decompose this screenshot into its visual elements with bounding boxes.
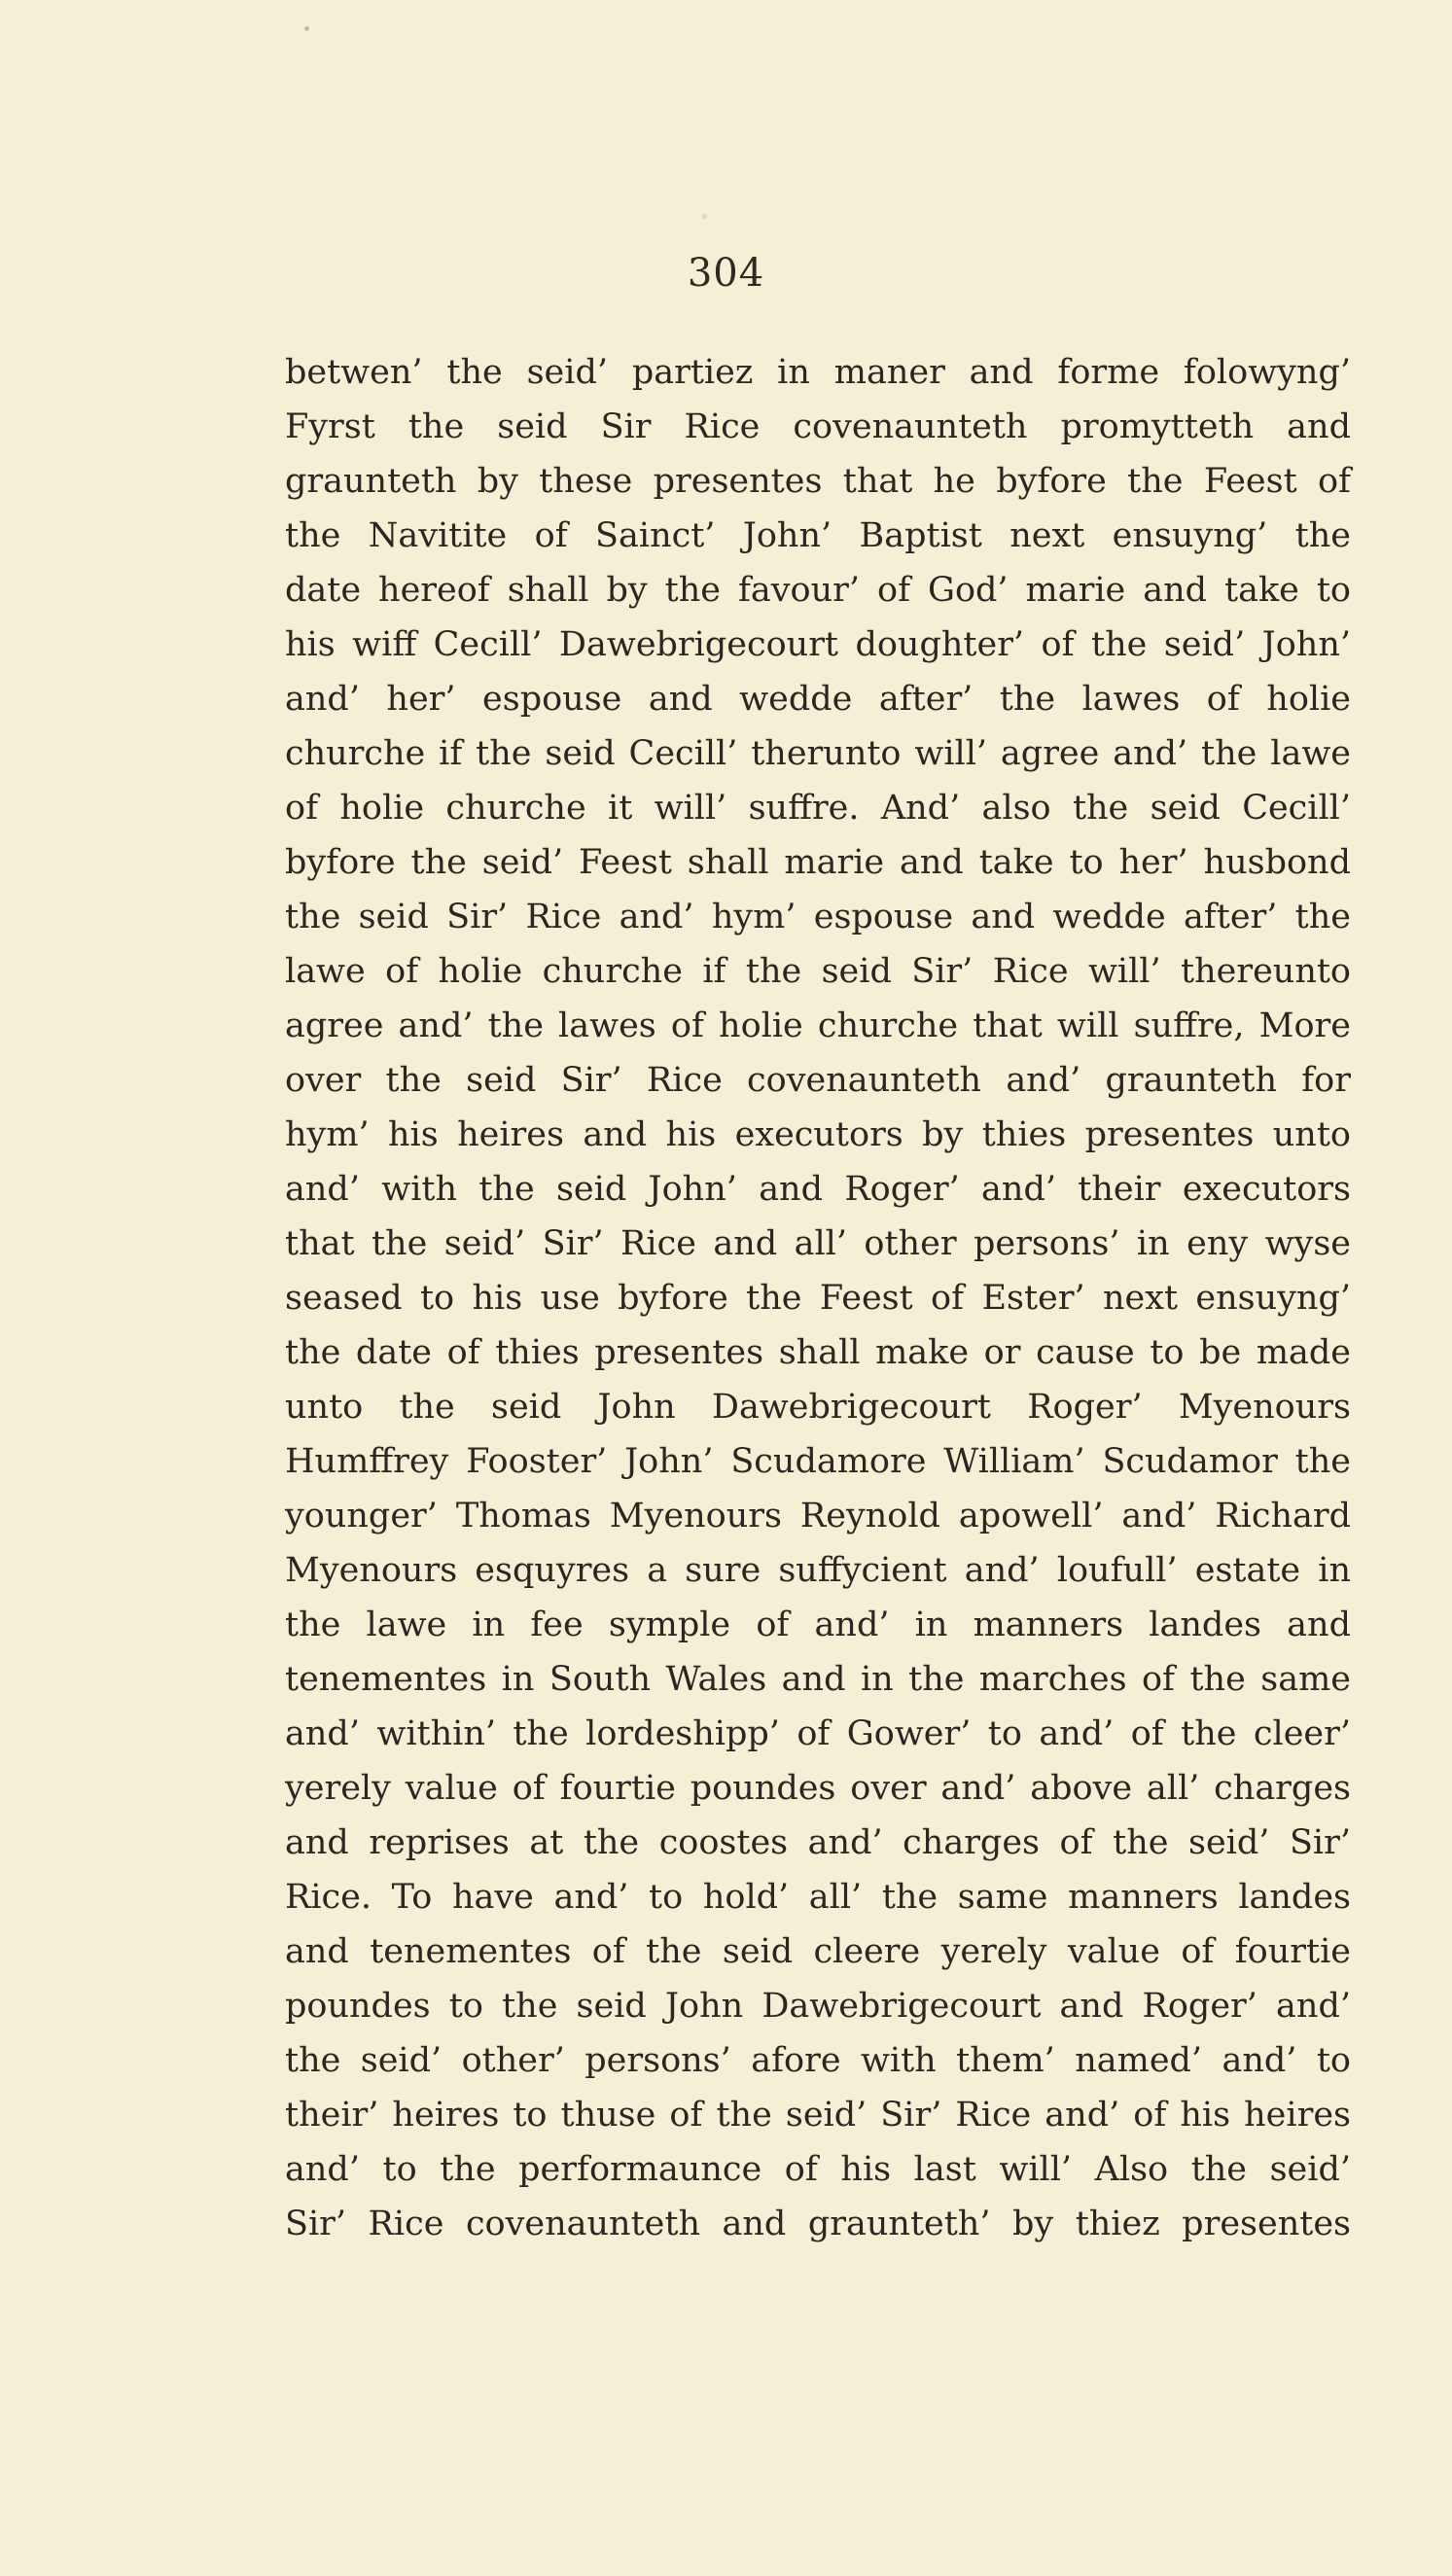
- text-line: and’ with the seid John’ and Roger’ and’ their executors: [285, 1170, 1351, 1209]
- text-line: graunteth by these presentes that he byfore the Feest of: [285, 462, 1351, 501]
- text-line: date hereof shall by the favour’ of God’ marie and take to: [285, 571, 1351, 610]
- body-text: [285, 345, 1351, 2251]
- text-line: Myenours esquyres a sure suffycient and’ loufull’ estate in: [285, 1551, 1351, 1590]
- text-line: and’ within’ the lordeshipp’ of Gower’ to and’ of the cleer’: [285, 1714, 1351, 1753]
- text-line: the Navitite of Sainct’ John’ Baptist next ensuyng’ the: [285, 516, 1351, 555]
- text-line: Fyrst the seid Sir Rice covenaunteth promytteth and: [285, 407, 1351, 446]
- text-line: the seid Sir’ Rice and’ hym’ espouse and wedde after’ the: [285, 898, 1351, 936]
- text-line: and tenementes of the seid cleere yerely value of fourtie: [285, 1932, 1351, 1971]
- paper-speck: [304, 26, 309, 31]
- text-line: unto the seid John Dawebrigecourt Roger’ Myenours: [285, 1388, 1351, 1427]
- text-line: Sir’ Rice covenaunteth and graunteth’ by thiez presentes: [285, 2205, 1351, 2243]
- text-line: churche if the seid Cecill’ therunto will’ agree and’ the lawe: [285, 734, 1351, 773]
- text-line: that the seid’ Sir’ Rice and all’ other persons’ in eny wyse: [285, 1224, 1351, 1263]
- text-line: agree and’ the lawes of holie churche that will suffre, More: [285, 1006, 1351, 1045]
- text-line: byfore the seid’ Feest shall marie and take to her’ husbond: [285, 843, 1351, 882]
- text-line: yerely value of fourtie poundes over and’ above all’ charges: [285, 1769, 1351, 1808]
- text-line: his wiff Cecill’ Dawebrigecourt doughter’ of the seid’ John’: [285, 625, 1351, 664]
- page-number: 304: [687, 251, 765, 296]
- text-line: over the seid Sir’ Rice covenaunteth and’ graunteth for: [285, 1061, 1351, 1100]
- text-line: hym’ his heires and his executors by thies presentes unto: [285, 1115, 1351, 1154]
- text-line: Rice. To have and’ to hold’ all’ the same manners landes: [285, 1878, 1351, 1917]
- text-line: their’ heires to thuse of the seid’ Sir’ Rice and’ of his heires: [285, 2096, 1351, 2135]
- text-line: the lawe in fee symple of and’ in manners landes and: [285, 1606, 1351, 1644]
- text-line: younger’ Thomas Myenours Reynold apowell’ and’ Richard: [285, 1497, 1351, 1535]
- text-line: Humffrey Fooster’ John’ Scudamore William’ Scudamor the: [285, 1442, 1351, 1481]
- text-line: and’ to the performaunce of his last will’ Also the seid’: [285, 2150, 1351, 2189]
- text-line: and’ her’ espouse and wedde after’ the lawes of holie: [285, 680, 1351, 719]
- text-line: betwen’ the seid’ partiez in maner and forme folowyng’: [285, 353, 1351, 392]
- text-line: tenementes in South Wales and in the marches of the same: [285, 1660, 1351, 1699]
- text-line: of holie churche it will’ suffre. And’ also the seid Cecill’: [285, 789, 1351, 828]
- text-line: the date of thies presentes shall make or cause to be made: [285, 1333, 1351, 1372]
- text-line: lawe of holie churche if the seid Sir’ Rice will’ thereunto: [285, 952, 1351, 991]
- text-line: and reprises at the coostes and’ charges of the seid’ Sir’: [285, 1823, 1351, 1862]
- text-line: the seid’ other’ persons’ afore with them’ named’ and’ to: [285, 2041, 1351, 2080]
- text-line: seased to his use byfore the Feest of Ester’ next ensuyng’: [285, 1279, 1351, 1318]
- text-line: poundes to the seid John Dawebrigecourt and Roger’ and’: [285, 1987, 1351, 2026]
- paper-speck: [702, 214, 707, 219]
